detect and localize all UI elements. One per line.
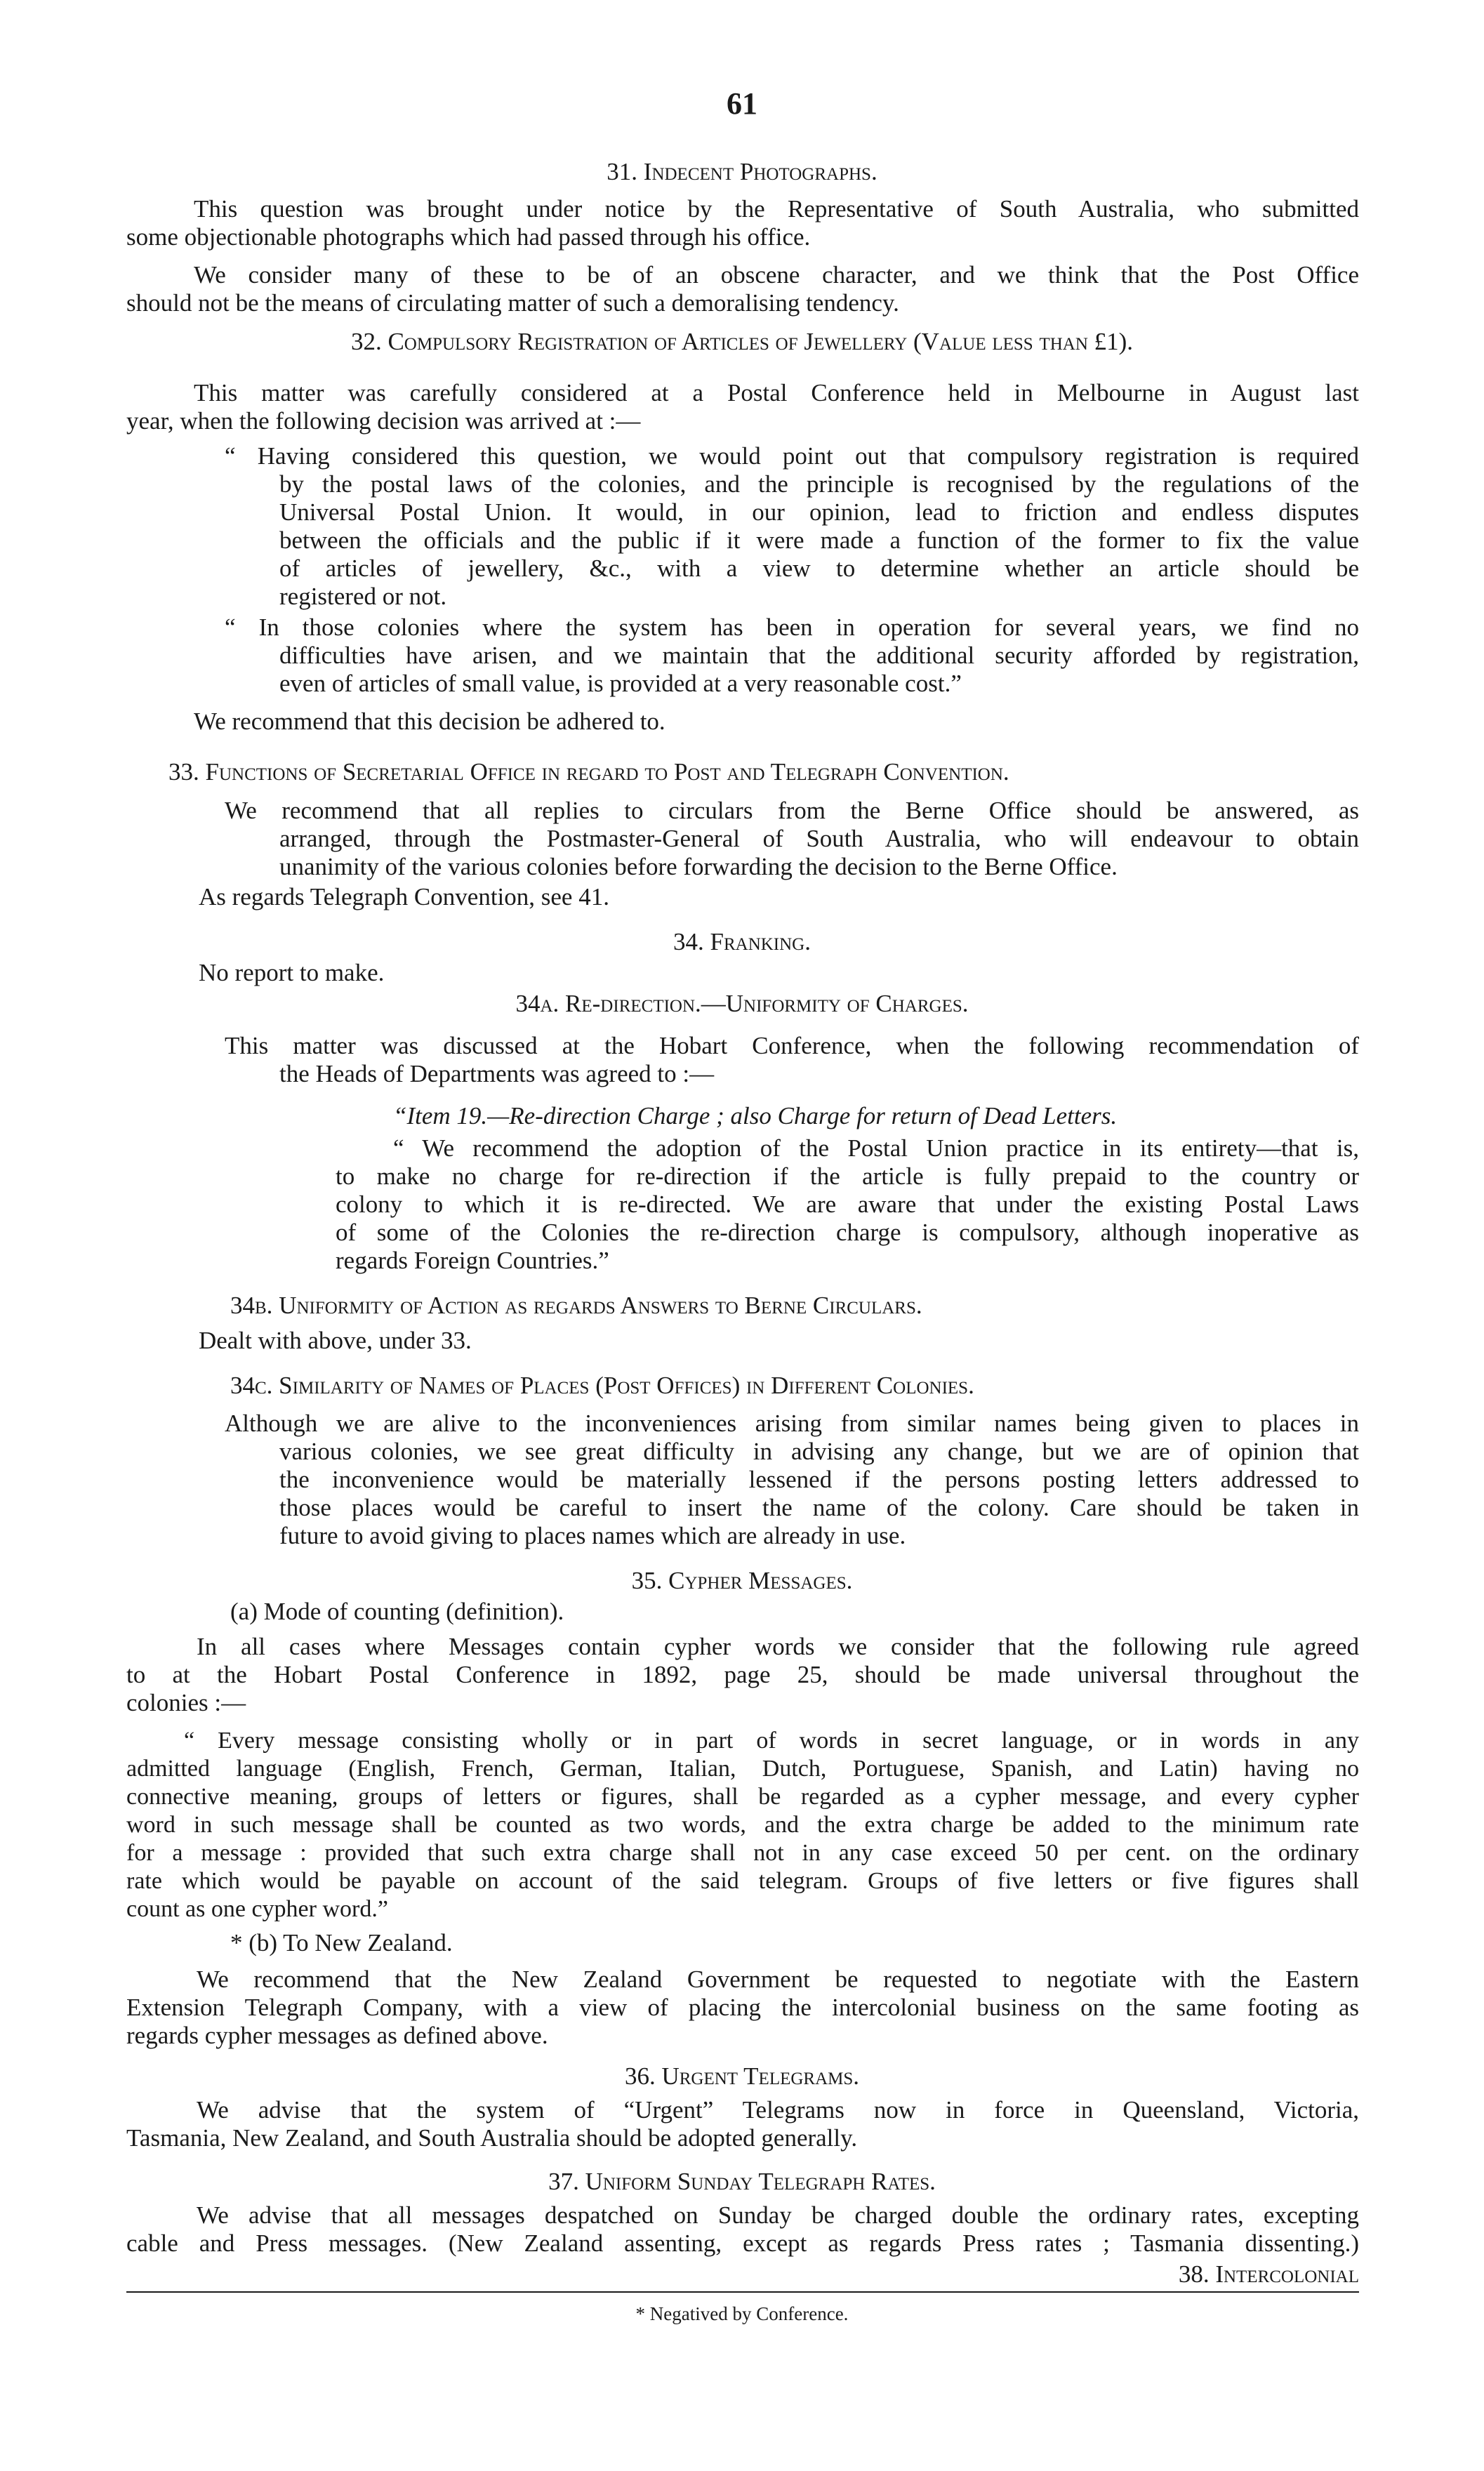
s36-line: Tasmania, New Zealand, and South Australia should be adopted generally.	[126, 2124, 858, 2152]
s34c-line: various colonies, we see great difficulty in advising any change, but we are of opinion that	[279, 1438, 1359, 1465]
s35-quote-line: word in such message shall be counted as two words, and the extra charge be added to the minimum rate	[126, 1812, 1359, 1838]
s35-intro-line: colonies :—	[126, 1689, 246, 1716]
s34c-line: those places would be careful to insert the name of the colony. Care should be taken in	[279, 1494, 1359, 1521]
s32-quote-line: Universal Postal Union. It would, in our opinion, lead to friction and endless disputes	[279, 498, 1359, 526]
s36-line: We advise that the system of “Urgent” Telegrams now in force in Queensland, Victoria,	[197, 2096, 1359, 2124]
heading-32: 32. Compulsory Registration of Articles of Jewellery (Value less than £1).	[350, 328, 1134, 355]
s34a-intro-line: This matter was discussed at the Hobart Conference, when the following recommendation of	[225, 1032, 1359, 1059]
page-number: 61	[727, 86, 757, 121]
s34a-intro-line: the Heads of Departments was agreed to :—	[279, 1060, 715, 1087]
s34a-quote-line: regards Foreign Countries.”	[336, 1247, 609, 1274]
s32-closing: We recommend that this decision be adhered to.	[194, 708, 665, 735]
s34a-quote-line: colony to which it is re-directed. We are aware that under the existing Postal Laws	[336, 1191, 1359, 1218]
s33-line: unanimity of the various colonies before forwarding the decision to the Berne Office.	[279, 853, 1118, 880]
s34a-quote-line: “ We recommend the adoption of the Postal Union practice in its entirety—that is,	[393, 1134, 1359, 1162]
s31-line: We consider many of these to be of an obscene character, and we think that the Post Office	[194, 261, 1359, 289]
s34a-quote-line: to make no charge for re-direction if the article is fully prepaid to the country or	[336, 1162, 1359, 1190]
s34-text: No report to make.	[199, 959, 385, 986]
s33-note: As regards Telegraph Convention, see 41.	[199, 883, 609, 910]
s34a-quote-line: of some of the Colonies the re-direction charge is compulsory, although inoperative as	[336, 1219, 1359, 1246]
s31-line: some objectionable photographs which had passed through his office.	[126, 223, 811, 251]
s35-quote-line: connective meaning, groups of letters or figures, shall be regarded as a cypher message, and every cypher	[126, 1784, 1359, 1810]
heading-34b: 34b. Uniformity of Action as regards Answers to Berne Circulars.	[230, 1292, 922, 1319]
s34b-text: Dealt with above, under 33.	[199, 1327, 472, 1354]
s35-b-line: We recommend that the New Zealand Government be requested to negotiate with the Eastern	[197, 1966, 1359, 1993]
s32-quote-line: “ In those colonies where the system has been in operation for several years, we find no	[225, 614, 1359, 641]
s32-quote-line: by the postal laws of the colonies, and the principle is recognised by the regulations of the	[279, 470, 1359, 498]
s35-quote-line: admitted language (English, French, German, Italian, Dutch, Portuguese, Spanish, and Latin) having no	[126, 1756, 1359, 1782]
s34c-line: future to avoid giving to places names which are already in use.	[279, 1522, 906, 1549]
s32-quote-line: registered or not.	[279, 583, 447, 610]
footnote: * Negatived by Conference.	[635, 2303, 849, 2324]
s32-intro-line: This matter was carefully considered at a Postal Conference held in Melbourne in August last	[194, 379, 1359, 406]
s35-intro-line: In all cases where Messages contain cypher words we consider that the following rule agreed	[197, 1633, 1359, 1660]
s33-line: arranged, through the Postmaster-General of South Australia, who will endeavour to obtain	[279, 825, 1359, 852]
s32-quote-line: between the officials and the public if it were made a function of the former to fix the value	[279, 526, 1359, 554]
heading-33: 33. Functions of Secretarial Office in regard to Post and Telegraph Convention.	[168, 758, 1009, 786]
s35-quote-line: count as one cypher word.”	[126, 1896, 388, 1922]
s34c-line: the inconvenience would be materially lessened if the persons posting letters addressed to	[279, 1466, 1359, 1493]
s35-intro-line: to at the Hobart Postal Conference in 1892, page 25, should be made universal throughout the	[126, 1661, 1359, 1688]
s35-b-line: Extension Telegraph Company, with a view of placing the intercolonial business on the same footing as	[126, 1994, 1359, 2021]
s33-line: We recommend that all replies to circulars from the Berne Office should be answered, as	[225, 797, 1359, 824]
s35-quote-line: rate which would be payable on account of the said telegram. Groups of five letters or five figures shall	[126, 1868, 1359, 1894]
s35-b-line: regards cypher messages as defined above.	[126, 2022, 548, 2049]
s37-line: cable and Press messages. (New Zealand assenting, except as regards Press rates ; Tasmania dissenting.)	[126, 2230, 1359, 2257]
s35-quote-line: for a message : provided that such extra charge shall not in any case exceed 50 per cent. on the ordinary	[126, 1840, 1359, 1866]
heading-34a: 34a. Re-direction.—Uniformity of Charges.	[515, 990, 969, 1017]
s32-quote-line: of articles of jewellery, &c., with a view to determine whether an article should be	[279, 555, 1359, 582]
s34a-item-title: “Item 19.—Re-direction Charge ; also Charge for return of Dead Letters.	[393, 1102, 1118, 1129]
heading-37: 37. Uniform Sunday Telegraph Rates.	[548, 2168, 936, 2195]
heading-34c: 34c. Similarity of Names of Places (Post Offices) in Different Colonies.	[230, 1372, 974, 1399]
s34c-line: Although we are alive to the inconveniences arising from similar names being given to places in	[225, 1410, 1359, 1437]
s32-quote-line: even of articles of small value, is provided at a very reasonable cost.”	[279, 670, 962, 697]
heading-35: 35. Cypher Messages.	[631, 1567, 853, 1594]
catchword: 38. Intercolonial	[1178, 2260, 1359, 2288]
s35-quote-line: “ Every message consisting wholly or in part of words in secret language, or in words in any	[184, 1728, 1359, 1754]
heading-34: 34. Franking.	[673, 928, 811, 955]
heading-31: 31. Indecent Photographs.	[607, 158, 877, 185]
s32-quote-line: difficulties have arisen, and we maintain that the additional security afforded by registration,	[279, 642, 1359, 669]
footnote-rule	[126, 2291, 1359, 2293]
s35-sub-a: (a) Mode of counting (definition).	[230, 1598, 564, 1625]
s32-quote-line: “ Having considered this question, we would point out that compulsory registration is required	[225, 442, 1359, 470]
heading-36: 36. Urgent Telegrams.	[624, 2062, 860, 2090]
s31-line: This question was brought under notice by the Representative of South Australia, who submitted	[194, 195, 1359, 223]
s31-line: should not be the means of circulating matter of such a demoralising tendency.	[126, 289, 899, 317]
s32-intro-line: year, when the following decision was arrived at :—	[126, 407, 641, 435]
s35-sub-b: * (b) To New Zealand.	[230, 1929, 453, 1956]
s37-line: We advise that all messages despatched on Sunday be charged double the ordinary rates, excepting	[197, 2201, 1359, 2229]
